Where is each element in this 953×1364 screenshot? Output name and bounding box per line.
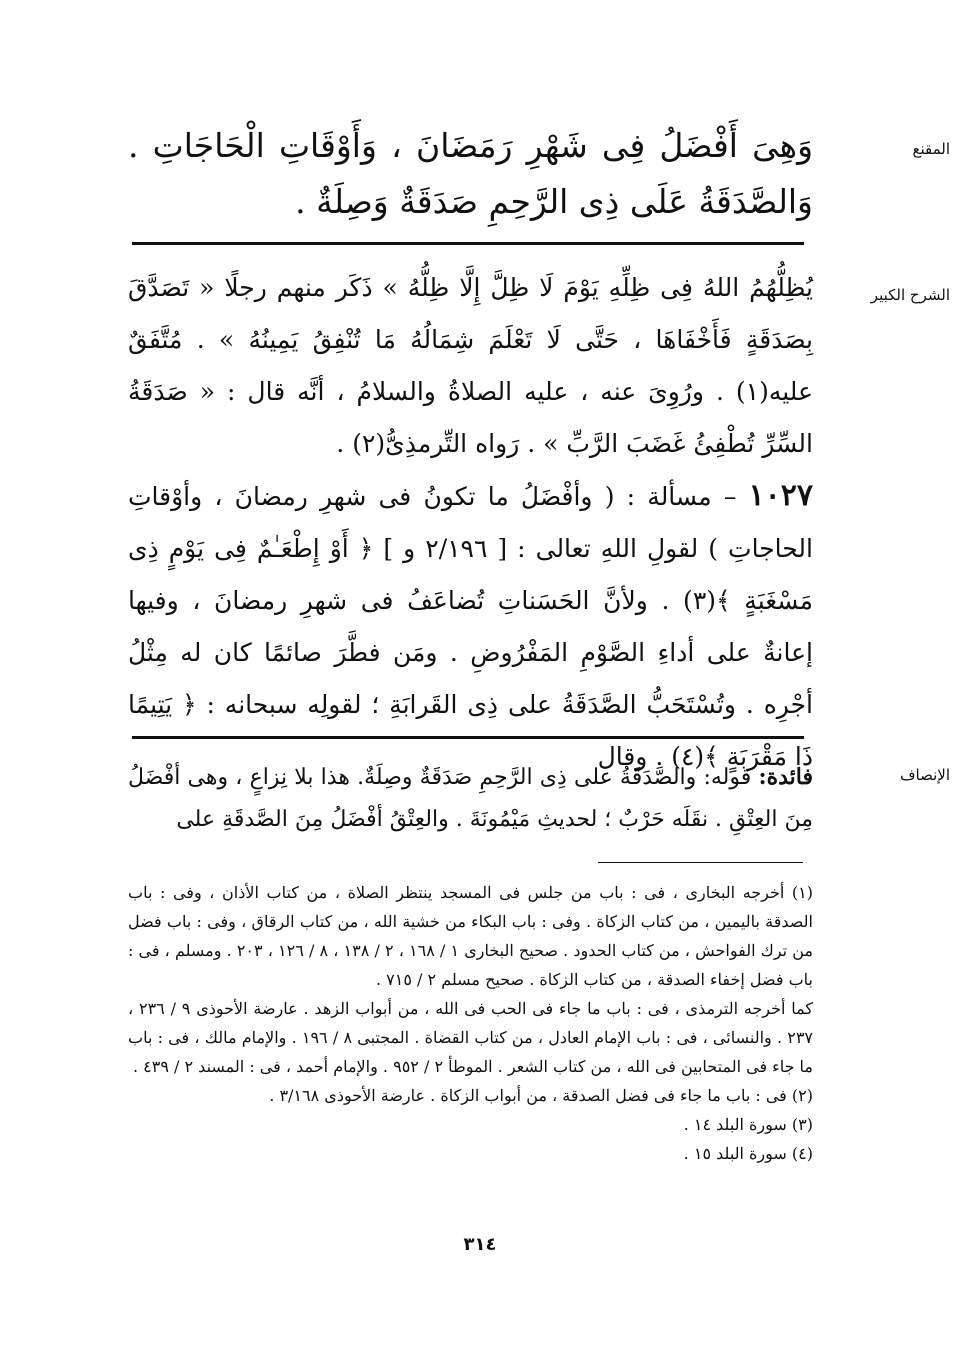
footnote-1: (١) أخرجه البخارى ، فى : باب من جلس فى المسجد ينتظر الصلاة ، من كتاب الأذان ، وفى : باب الصدقة باليمين ، من كتاب الزكاة . وفى : باب البكاء من خشية الله ، من كتاب الرقاق ، وفى : باب فضل من ترك الفواحش ، من كتاب الحدود . صحيح البخارى ١ / ١٦٨ ، ٢ / ١٣٨ ، ٨ / ١٢٦ ، ٢٠٣ . ومسلم ، فى : باب فضل إخفاء الصدقة ، من كتاب الزكاة . صحيح مسلم ٢ / ٧١٥ .	[128, 883, 814, 989]
footnote-divider	[598, 862, 803, 863]
label-insaf: الإنصاف	[899, 766, 950, 784]
muqni-text: وَهِىَ أَفْضَلُ فِى شَهْرِ رَمَضَانَ ، وَأَوْقَاتِ الْحَاجَاتِ . وَالصَّدَقَةُ عَلَى ذِى الرَّحِمِ صَدَقَةٌ وَصِلَةٌ .	[128, 126, 813, 221]
footnote-1-continued: كما أخرجه الترمذى ، فى : باب ما جاء فى الحب فى الله ، من أبواب الزهد . عارضة الأحوذى ٩ / ٢٣٦ ، ٢٣٧ . والنسائى ، فى : باب الإمام العادل ، من كتاب القضاة . المجتبى ٨ / ١٩٦ . والإمام مالك ، فى : باب ما جاء فى المتحابين فى الله ، من كتاب الشعر . الموطأ ٢ / ٩٥٢ . والإمام أحمد ، فى : المسند ٢ / ٤٣٩ .	[128, 999, 814, 1076]
section-divider-1	[132, 242, 804, 245]
sharh-paragraph-1: يُظِلُّهُمُ اللهُ فِى ظِلِّهِ يَوْمَ لَا ظِلَّ إِلَّا ظِلُّهُ » ذَكَر منهم رجلًا « تَصَدَّقَ بِصَدَقَةٍ فَأَخْفَاهَا ، حَتَّى لَا تَعْلَمَ شِمَالُهُ مَا تُنْفِقُ يَمِينُهُ » . مُتَّفَقٌ عليه(١) . ورُوِىَ عنه ، عليه الصلاةُ والسلامُ ، أنَّه قال : « صَدَقَةُ السِّرِّ تُطْفِئُ غَضَبَ الرَّبِّ » . رَواه التِّرمذِىُّ(٢) .	[128, 273, 813, 458]
section-divider-2	[132, 736, 804, 739]
insaf-text: قوله: والصَّدَقَةُ على ذِى الرَّحِمِ صَدَقَةٌ وصِلَةٌ. هذا بلا نِزاعٍ ، وهى أفْضَلُ مِنَ العِتْقِ . نقَلَه حَرْبٌ ؛ لحديثِ مَيْمُونَةَ . والعِتْقُ أفْضَلُ مِنَ الصَّدقَةِ على	[128, 765, 813, 832]
footnote-2: (٢) فى : باب ما جاء فى فضل الصدقة ، من أبواب الزكاة . عارضة الأحوذى ٣/١٦٨ .	[269, 1086, 813, 1105]
issue-text: – مسألة : ( وأفْضَلُ ما تكونُ فى شهرِ رمضانَ ، وأوْقاتِ الحاجاتِ ) لقولِ اللهِ تعالى : [ ٢/١٩٦ و ] ﴿ أَوْ إِطْعَـٰمٌ فِى يَوْمٍ ذِى مَسْغَبَةٍ ﴾(٣) . ولأنَّ الحَسَناتِ تُضاعَفُ فى شهرِ رمضانَ ، وفيها إعانةٌ على أداءِ الصَّوْمِ المَفْرُوضِ . ومَن فطَّرَ صائمًا كان له مِثْلُ أجْرِه . وتُسْتَحَبُّ الصَّدَقَةُ على ذِى القَرابَةِ ؛ لقولِه سبحانه : ﴿ يَتِيمًا ذَا مَقْرَبَةٍ ﴾(٤) . وقال	[128, 482, 813, 771]
footnote-3: (٣) سورة البلد ١٤ .	[683, 1115, 813, 1134]
page-number: ٣١٤	[463, 1234, 497, 1255]
issue-number: ١٠٢٧	[748, 478, 813, 513]
insaf-section	[128, 756, 813, 841]
faida-lead: فائدة:	[758, 764, 813, 790]
footnotes	[128, 878, 813, 1168]
sharh-section	[128, 262, 813, 783]
label-muqni: المقنع	[912, 140, 950, 158]
label-sharh: الشرح الكبير	[870, 286, 950, 304]
footnote-4: (٤) سورة البلد ١٥ .	[683, 1144, 813, 1163]
